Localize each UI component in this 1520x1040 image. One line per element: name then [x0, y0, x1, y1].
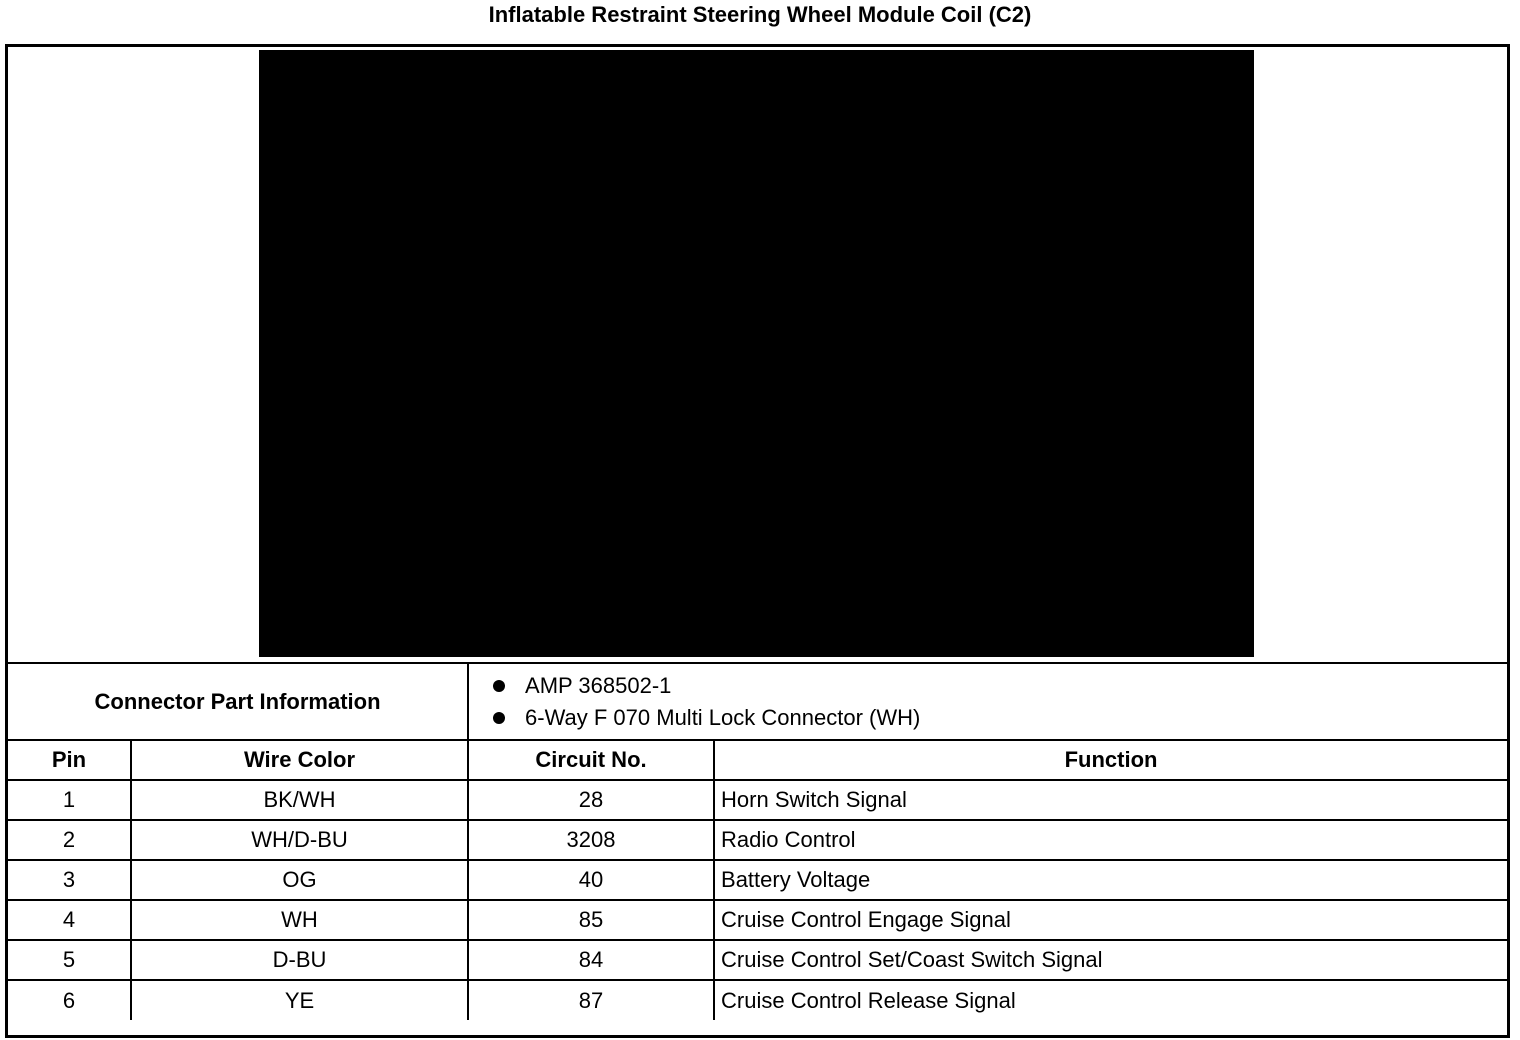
connector-info-row: [8, 664, 1507, 740]
circuit-cell: 85: [468, 900, 714, 940]
wire-color-cell: OG: [131, 860, 468, 900]
pinout-table: [8, 664, 1507, 1020]
connector-info-item: 6-Way F 070 Multi Lock Connector (WH): [493, 702, 1507, 734]
pin-cell: 1: [8, 780, 131, 820]
table-row: [8, 820, 1507, 860]
wire-color-cell: YE: [131, 980, 468, 1020]
column-header-function: Function: [714, 740, 1507, 780]
connector-image-area: [8, 47, 1507, 664]
column-header-wire-color: Wire Color: [131, 740, 468, 780]
circuit-cell: 3208: [468, 820, 714, 860]
pin-cell: 4: [8, 900, 131, 940]
function-cell: Battery Voltage: [714, 860, 1507, 900]
column-header-pin: Pin: [8, 740, 131, 780]
pin-cell: 2: [8, 820, 131, 860]
circuit-cell: 87: [468, 980, 714, 1020]
page-title: Inflatable Restraint Steering Wheel Module Coil (C2): [488, 2, 1032, 27]
header-row: [8, 740, 1507, 780]
pin-cell: 5: [8, 940, 131, 980]
wire-color-cell: D-BU: [131, 940, 468, 980]
wire-color-cell: BK/WH: [131, 780, 468, 820]
wire-color-cell: WH/D-BU: [131, 820, 468, 860]
table-row: [8, 780, 1507, 820]
function-cell: Radio Control: [714, 820, 1507, 860]
function-cell: Cruise Control Set/Coast Switch Signal: [714, 940, 1507, 980]
wire-color-cell: WH: [131, 900, 468, 940]
connector-info-item: AMP 368502-1: [493, 670, 1507, 702]
table-row: [8, 900, 1507, 940]
circuit-cell: 40: [468, 860, 714, 900]
function-cell: Horn Switch Signal: [714, 780, 1507, 820]
function-cell: Cruise Control Engage Signal: [714, 900, 1507, 940]
pin-cell: 3: [8, 860, 131, 900]
circuit-cell: 28: [468, 780, 714, 820]
circuit-cell: 84: [468, 940, 714, 980]
pin-cell: 6: [8, 980, 131, 1020]
table-row: [8, 940, 1507, 980]
function-cell: Cruise Control Release Signal: [714, 980, 1507, 1020]
connector-info-values: [468, 664, 1507, 740]
table-row: [8, 980, 1507, 1020]
connector-info-label: Connector Part Information: [8, 664, 468, 740]
connector-sheet: [5, 44, 1510, 1038]
connector-info-list: [469, 666, 1507, 738]
column-header-circuit: Circuit No.: [468, 740, 714, 780]
table-row: [8, 860, 1507, 900]
connector-image: [259, 50, 1254, 657]
